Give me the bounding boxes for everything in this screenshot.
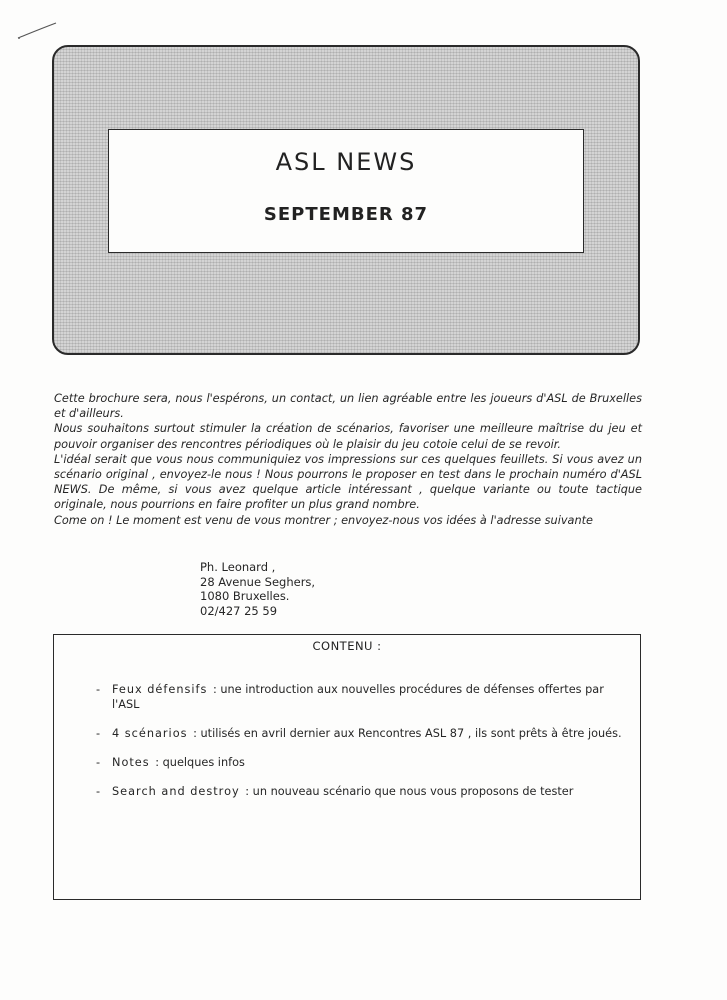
contents-list xyxy=(96,682,626,813)
list-dash: - xyxy=(96,785,101,798)
contents-item-description: : utilisés en avril dernier aux Rencontres ASL 87 , ils sont prêts à être joués. xyxy=(193,727,622,740)
contents-title: CONTENU : xyxy=(312,639,382,653)
address-city: 1080 Bruxelles. xyxy=(200,589,290,603)
header-banner xyxy=(52,45,640,355)
list-dash: - xyxy=(96,727,101,740)
contents-item-description: : quelques infos xyxy=(155,756,245,769)
contents-item xyxy=(96,682,626,712)
contents-item-title: Search and destroy xyxy=(112,785,240,798)
title-box xyxy=(108,129,584,253)
list-dash: - xyxy=(96,756,101,769)
intro-text xyxy=(54,391,642,528)
intro-paragraph: Nous souhaitons surtout stimuler la création de scénarios, favoriser une meilleure maîtrise du jeu et pouvoir organiser des rencontres périodiques où le plaisir du jeu cotoie celui de se revoir. xyxy=(54,422,642,451)
contents-item xyxy=(96,784,626,799)
address-phone: 02/427 25 59 xyxy=(200,603,278,618)
issue-date: SEPTEMBER 87 xyxy=(263,204,429,225)
address-street: 28 Avenue Seghers, xyxy=(200,574,316,589)
contact-address xyxy=(200,560,315,618)
contents-item-title: Feux défensifs xyxy=(112,683,208,696)
contents-item-title: 4 scénarios xyxy=(112,727,188,740)
intro-paragraph: Cette brochure sera, nous l'espérons, un contact, un lien agréable entre les joueurs d'ASL de Bruxelles et d'ailleurs. xyxy=(54,392,642,421)
list-dash: - xyxy=(96,683,101,696)
contents-item-description: : une introduction aux nouvelles procédures de défenses offertes par l'ASL xyxy=(112,683,604,711)
address-name: Ph. Leonard , xyxy=(200,560,276,574)
contents-box xyxy=(53,634,641,900)
contents-item-description: : un nouveau scénario que nous vous proposons de tester xyxy=(245,785,574,798)
pen-stroke-mark xyxy=(16,20,60,42)
intro-paragraph: L'idéal serait que vous nous communiquiez vos impressions sur ces quelques feuillets. Si vous avez un scénario original , envoyez-le nous ! Nous pourrons le proposer en test dans le prochain numéro d'ASL NEWS. De même, si vous avez quelque article intéressant , quelque variante ou toute tactique originale, nous pourrions en faire profiter un plus grand nombre. xyxy=(54,452,642,512)
intro-paragraph: Come on ! Le moment est venu de vous montrer ; envoyez-nous vos idées à l'adresse suivante xyxy=(54,513,594,527)
contents-item xyxy=(96,755,626,770)
contents-item-title: Notes xyxy=(112,756,150,769)
contents-item xyxy=(96,726,626,741)
newsletter-title: ASL NEWS xyxy=(275,148,417,176)
